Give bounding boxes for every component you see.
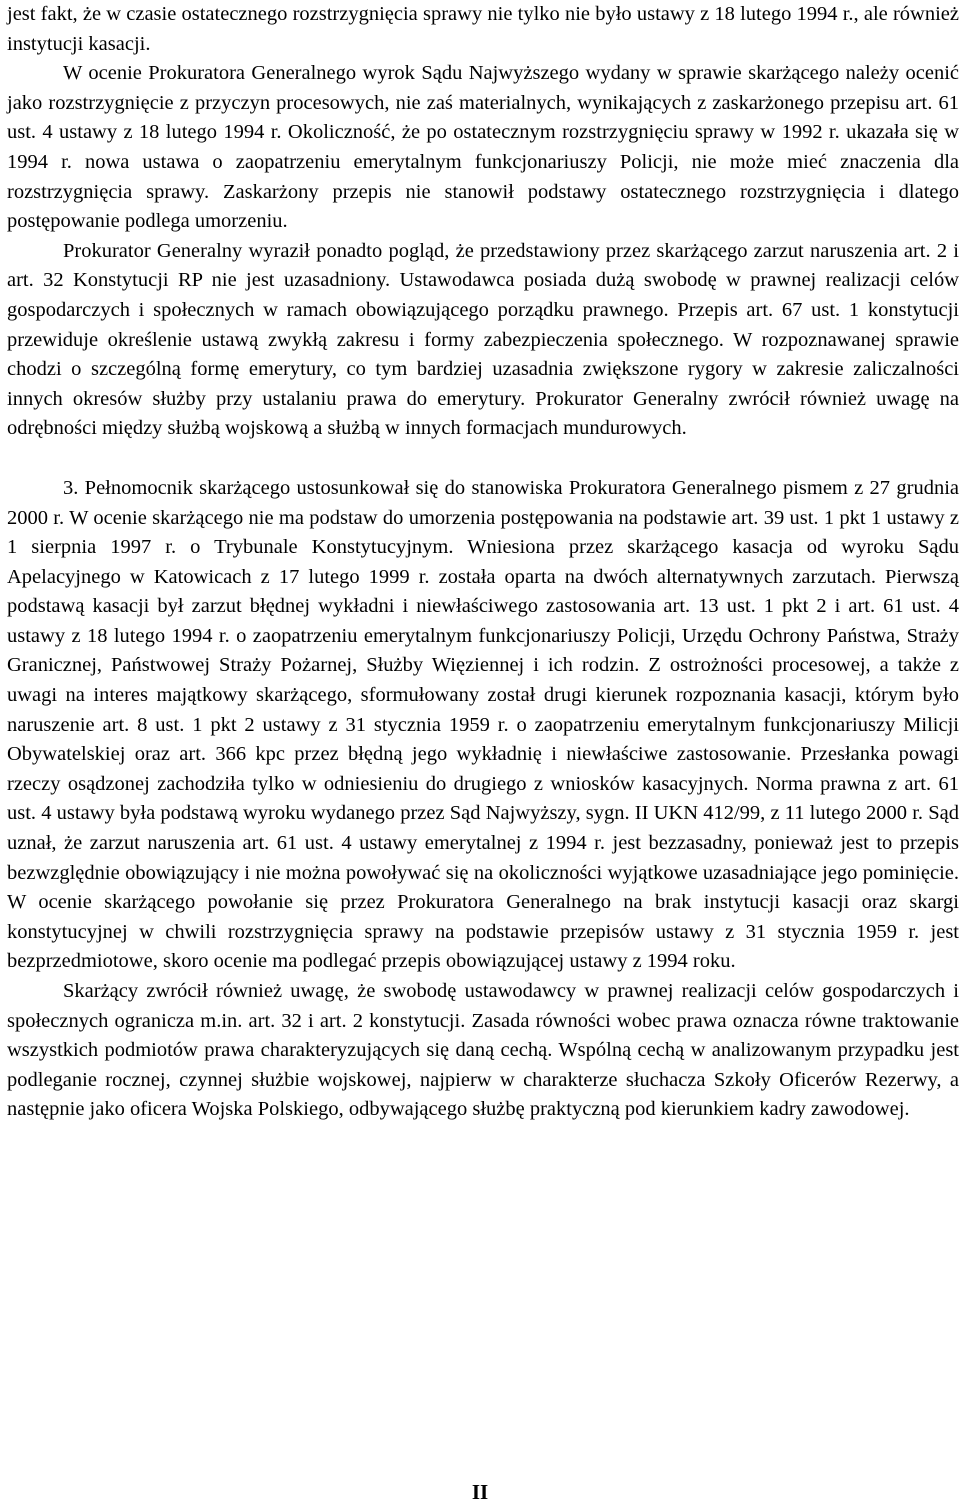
page-marker: II <box>471 1480 489 1504</box>
section-spacer <box>7 444 959 474</box>
paragraph-prosecutor-assessment: W ocenie Prokuratora Generalnego wyrok Sądu Najwyższego wydany w sprawie skarżącego należy ocenić jako rozstrzygnięcie z przyczyn procesowych, nie zaś materialnych, wynikających z zaskarżonego przepisu art. 61 ust. 4 ustawy z 18 lutego 1994 r. Okoliczność, że po ostatecznym rozstrzygnięciu sprawy w 1992 r. ukazała się w 1994 r. nowa ustawa o zaopatrzeniu emerytalnym funkcjonariuszy Policji, nie może mieć znaczenia dla rozstrzygnięcia sprawy. Zaskarżony przepis nie stanowił podstawy ostatecznego rozstrzygnięcia i dlatego postępowanie podlega umorzeniu. <box>7 62 959 233</box>
paragraph-continuation: jest fakt, że w czasie ostatecznego rozstrzygnięcia sprawy nie tylko nie było ustawy z 18 lutego 1994 r., ale również instytucji kasacji. <box>7 3 959 55</box>
paragraph-section-3: 3. Pełnomocnik skarżącego ustosunkował się do stanowiska Prokuratora Generalnego pismem z 27 grudnia 2000 r. W ocenie skarżącego nie ma podstaw do umorzenia postępowania na podstawie art. 39 ust. 1 pkt 1 ustawy z 1 sierpnia 1997 r. o Trybunale Konstytucyjnym. Wniesiona przez skarżącego kasacja od wyroku Sądu Apelacyjnego w Katowicach z 17 lutego 1999 r. została oparta na dwóch alternatywnych zarzutach. Pierwszą podstawą kasacji był zarzut błędnej wykładni i niewłaściwego zastosowania art. 13 ust. 1 pkt 2 i art. 61 ust. 4 ustawy z 18 lutego 1994 r. o zaopatrzeniu emerytalnym funkcjonariuszy Policji, Urzędu Ochrony Państwa, Straży Granicznej, Państwowej Straży Pożarnej, Służby Więziennej i ich rodzin. Z ostrożności procesowej, a także z uwagi na interes majątkowy skarżącego, sformułowany został drugi kierunek rozpoznania kasacji, którym było naruszenie art. 8 ust. 1 pkt 2 ustawy z 31 stycznia 1959 r. o zaopatrzeniu emerytalnym funkcjonariuszy Milicji Obywatelskiej oraz art. 366 kpc przez błędną jego wykładnię i niewłaściwe zastosowanie. Przesłanka powagi rzeczy osądzonej zachodziła tylko w odniesieniu do drugiego z wniosków kasacyjnych. Norma prawna z art. 61 ust. 4 ustawy była podstawą wyroku wydanego przez Sąd Najwyższy, sygn. II UKN 412/99, z 11 lutego 2000 r. Sąd uznał, że zarzut naruszenia art. 61 ust. 4 ustawy emerytalnej z 1994 r. jest bezzasadny, ponieważ jest to przepis bezwzględnie obowiązujący i nie można powoływać się na okoliczności wyjątkowe uzasadniające jego pominięcie. W ocenie skarżącego powołanie się przez Prokuratora Generalnego na brak instytucji kasacji oraz skargi konstytucyjnej w chwili rozstrzygnięcia sprawy na podstawie przepisów ustawy z 31 stycznia 1959 r. jest bezprzedmiotowe, skoro ocenie ma podlegać przepis obowiązującej ustawy z 1994 roku. <box>7 476 959 973</box>
paragraph-prosecutor-view: Prokurator Generalny wyraził ponadto pogląd, że przedstawiony przez skarżącego zarzut naruszenia art. 2 i art. 32 Konstytucji RP nie jest uzasadniony. Ustawodawca posiada dużą swobodę w prawnej realizacji celów gospodarczych i społecznych w ramach obowiązującego porządku prawnego. Przepis art. 67 ust. 1 konstytucji przewiduje określenie ustawą zwykłą zakresu i formy zabezpieczenia społecznego. W rozpoznawanej sprawie chodzi o szczególną formę emerytury, co tym bardziej uzasadnia zwiększone rygory w zakresie zaliczalności innych okresów służby przy ustalaniu prawa do emerytury. Prokurator Generalny zwrócił również uwagę na odrębności między służbą wojskową a służbą w innych formacjach mundurowych. <box>7 239 959 440</box>
paragraph-complainant-remark: Skarżący zwrócił również uwagę, że swobodę ustawodawcy w prawnej realizacji celów gospodarczych i społecznych ogranicza m.in. art. 32 i art. 2 konstytucji. Zasada równości wobec prawa oznacza równe traktowanie wszystkich podmiotów prawa charakteryzujących się daną cechą. Wspólną cechą w analizowanym przypadku jest podleganie rocznej, czynnej służbie wojskowej, najpierw w charakterze słuchacza Szkoły Oficerów Rezerwy, a następnie jako oficera Wojska Polskiego, odbywającego służbę praktyczną pod kierunkiem kadry zawodowej. <box>7 980 959 1121</box>
document-page <box>7 0 959 1511</box>
